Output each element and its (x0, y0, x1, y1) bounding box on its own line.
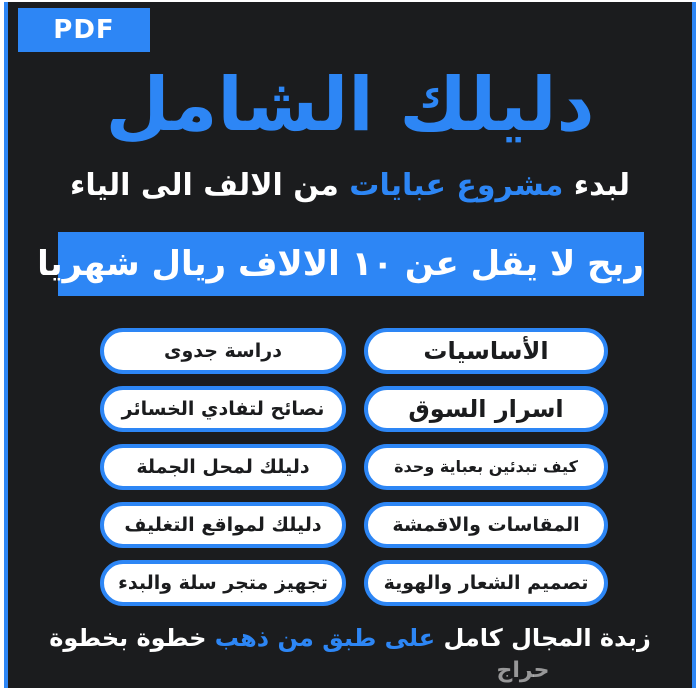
subtitle-before: لبدء (573, 168, 630, 203)
topic-start-one-abaya: كيف تبدئين بعباية وحدة (364, 444, 608, 490)
footer-accent: على طبق من ذهب (214, 624, 436, 652)
topic-sizes-fabrics: المقاسات والاقمشة (364, 502, 608, 548)
topic-wholesale-guide: دليلك لمحل الجملة (100, 444, 346, 490)
topic-basics: الأساسيات (364, 328, 608, 374)
poster (4, 2, 696, 688)
topic-salla-store: تجهيز متجر سلة والبدء (100, 560, 346, 606)
footer-before: زبدة المجال كامل (443, 624, 651, 652)
haraj-watermark: حراج (496, 658, 550, 683)
footer-after: خطوة بخطوة (49, 624, 207, 652)
footer-tagline (18, 618, 682, 658)
topic-logo-identity: تصميم الشعار والهوية (364, 560, 608, 606)
subtitle (28, 162, 672, 210)
topic-avoid-losses: نصائح لتفادي الخسائر (100, 386, 346, 432)
topic-packaging-sites: دليلك لمواقع التغليف (100, 502, 346, 548)
subtitle-after: من الالف الى الياء (70, 168, 339, 203)
topic-feasibility: دراسة جدوى (100, 328, 346, 374)
topic-market-secrets: اسرار السوق (364, 386, 608, 432)
profit-banner: ربح لا يقل عن ١٠ الالاف ريال شهريا (58, 232, 644, 296)
subtitle-accent: مشروع عبايات (349, 168, 564, 203)
page-title: دليلك الشامل (105, 62, 595, 148)
pdf-badge: PDF (18, 8, 150, 52)
